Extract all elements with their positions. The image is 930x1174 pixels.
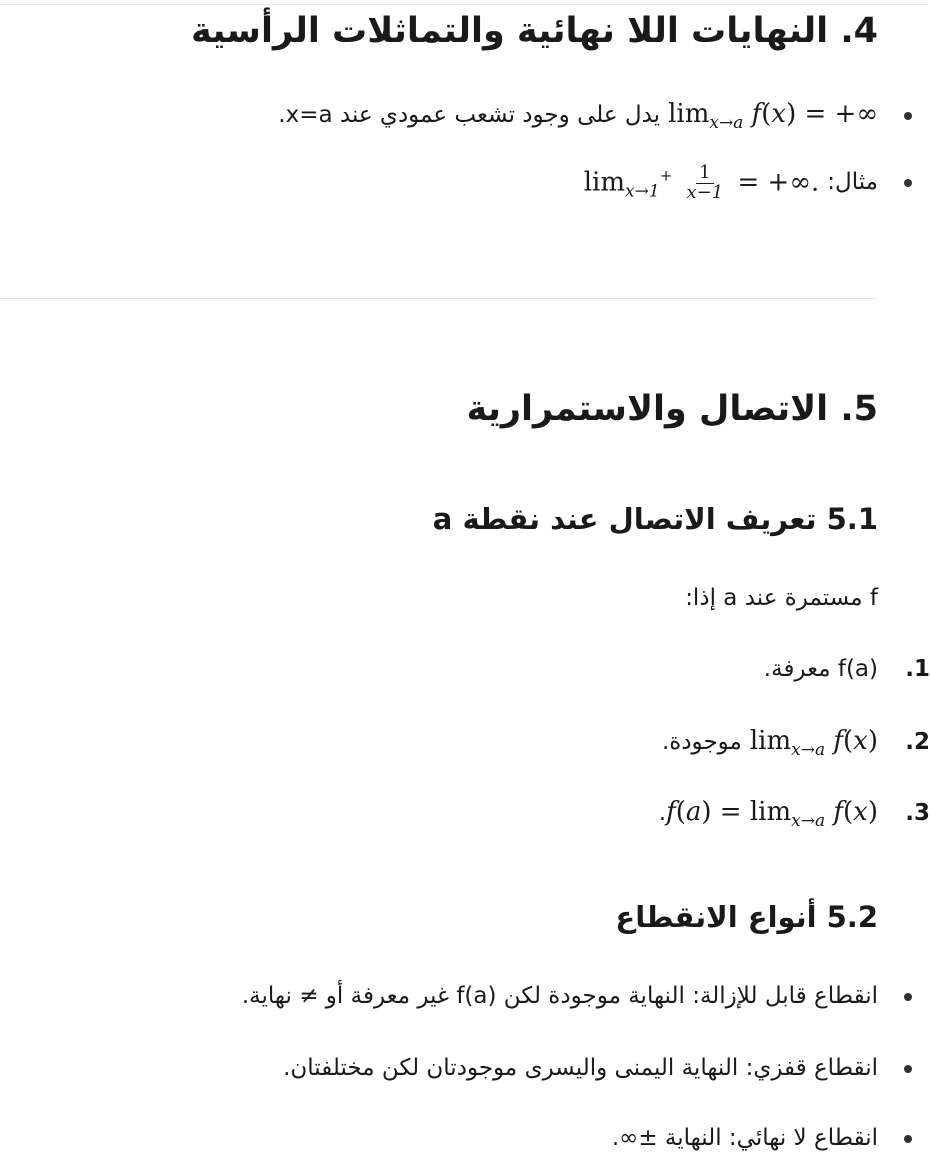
- item-text: f(a) معرفة.: [763, 656, 878, 682]
- section-4-bullet-2: [584, 164, 878, 203]
- item-number: 2.: [905, 729, 930, 756]
- section-4-bullet-1: [278, 98, 878, 134]
- item-number: 3.: [905, 800, 930, 827]
- subsection-5-2-heading: 5.2 أنواع الانقطاع: [615, 900, 878, 934]
- bullet-icon: [904, 179, 912, 187]
- condition-item-1: [763, 655, 930, 685]
- bullet-text: انقطاع قفزي: النهاية اليمنى واليسرى موجودتان لكن مختلفتان.: [283, 1055, 878, 1081]
- subsection-5-1-heading: 5.1 تعريف الاتصال عند نقطة a: [432, 502, 878, 536]
- bullet-icon: [904, 1065, 912, 1073]
- section-divider: [0, 298, 878, 299]
- example-label: مثال:: [827, 169, 878, 196]
- discontinuity-bullet-2: [283, 1054, 878, 1084]
- bullet-text: يدل على وجود تشعب عمودي عند x=a.: [278, 102, 661, 129]
- discontinuity-bullet-3: [612, 1124, 878, 1154]
- bullet-icon: [904, 112, 912, 120]
- bullet-text: انقطاع لا نهائي: النهاية ±∞.: [611, 1125, 878, 1151]
- condition-item-2: [661, 725, 930, 761]
- section-5-heading: 5. الاتصال والاستمرارية: [466, 389, 878, 429]
- math-example: $\lim_{x\to 1}^+$ $\frac{1}{x-1}$ = +∞.: [583, 162, 820, 203]
- math-lim-equals-inf: $\lim_{x\to a} f(x)$ = +∞: [668, 99, 878, 133]
- condition-item-3: [658, 796, 930, 832]
- item-number: 1.: [905, 656, 930, 682]
- continuity-intro: f مستمرة عند a إذا:: [685, 585, 878, 611]
- bullet-icon: [904, 1135, 912, 1143]
- discontinuity-bullet-1: [242, 982, 878, 1012]
- math-lim-exists: $\lim_{x\to a} f(x)$: [749, 726, 878, 760]
- item-text: موجودة.: [661, 729, 742, 756]
- bullet-icon: [904, 993, 912, 1001]
- math-fa-equals-lim: $f(a) = \lim_{x\to a} f(x)$: [666, 797, 878, 831]
- section-4-heading: 4. النهايات اللا نهائية والتماثلات الرأسية: [191, 11, 878, 51]
- bullet-text: انقطاع قابل للإزالة: النهاية موجودة لكن f(a) غير معرفة أو ≠ نهاية.: [241, 983, 878, 1009]
- item-text: .: [658, 800, 667, 827]
